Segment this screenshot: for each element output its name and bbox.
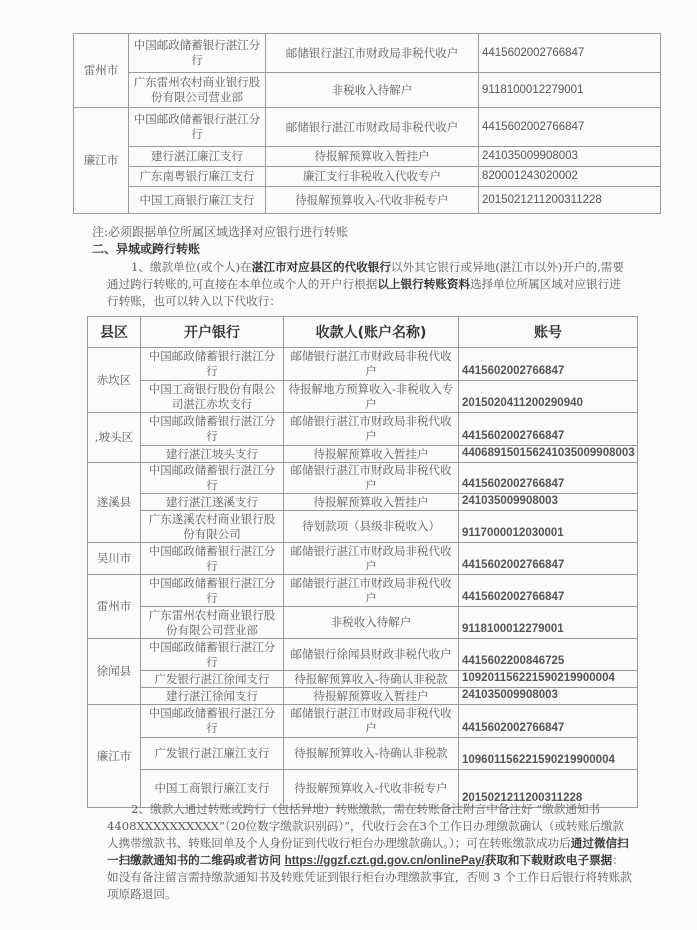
account-cell: 4415602002766847 bbox=[459, 348, 638, 381]
account-cell: 241035009908003 bbox=[459, 494, 638, 511]
bank-cell: 中国邮政储蓄银行湛江分行 bbox=[141, 413, 284, 446]
account-cell: 4415602002766847 bbox=[459, 705, 638, 738]
bank-cell: 建行湛江徐闻支行 bbox=[141, 688, 284, 705]
column-header: 县区 bbox=[88, 317, 141, 348]
bank-cell: 广东南粤银行廉江支行 bbox=[129, 167, 266, 187]
payee-cell: 待报解预算收入-代收非税专户 bbox=[284, 770, 459, 808]
bank-cell: 中国邮政储蓄银行湛江分行 bbox=[141, 705, 284, 738]
table-row bbox=[88, 671, 638, 688]
bank-cell: 中国工商银行廉江支行 bbox=[129, 187, 266, 214]
para1-bold-2: 以上银行转账资料 bbox=[377, 277, 471, 291]
table-row bbox=[88, 381, 638, 413]
table-row bbox=[74, 108, 661, 147]
district-cell: 遂溪县 bbox=[88, 463, 141, 543]
district-cell: 赤坎区 bbox=[88, 348, 141, 413]
bank-cell: 中国邮政储蓄银行湛江分行 bbox=[141, 543, 284, 575]
table-row bbox=[88, 607, 638, 639]
table-row bbox=[74, 187, 661, 214]
account-cell: 2015021211200311228 bbox=[479, 187, 661, 214]
payee-cell: 邮储银行徐闻县财政非税代收户 bbox=[284, 639, 459, 671]
table-row bbox=[88, 463, 638, 494]
account-cell: 4415602002766847 bbox=[459, 575, 638, 607]
account-cell: 4415602002766847 bbox=[459, 413, 638, 446]
bank-cell: 建行湛江遂溪支行 bbox=[141, 494, 284, 511]
column-header: 收款人(账户名称) bbox=[284, 317, 459, 348]
payee-cell: 待报解地方预算收入-非税收入专户 bbox=[284, 381, 459, 413]
payee-cell: 待报解预算收入暂挂户 bbox=[284, 688, 459, 705]
bank-cell: 广东雷州农村商业银行股份有限公司营业部 bbox=[129, 73, 266, 108]
bank-cell: 广发银行湛江徐闻支行 bbox=[141, 671, 284, 688]
table-row bbox=[74, 167, 661, 187]
para1-text-a: 1、缴款单位(或个人)在 bbox=[131, 260, 252, 274]
table-row bbox=[74, 147, 661, 167]
bank-cell: 中国邮政储蓄银行湛江分行 bbox=[141, 575, 284, 607]
table-row bbox=[88, 543, 638, 575]
account-cell: 2015021211200311228 bbox=[459, 770, 638, 808]
payee-cell: 待报解预算收入-待确认非税款 bbox=[284, 671, 459, 688]
table-row bbox=[88, 511, 638, 543]
account-cell: 820001243020002 bbox=[479, 167, 661, 187]
account-cell: 9117000012030001 bbox=[459, 511, 638, 543]
payee-cell: 邮储银行湛江市财政局非税代收户 bbox=[284, 413, 459, 446]
table-row bbox=[88, 738, 638, 770]
column-header: 账号 bbox=[459, 317, 638, 348]
table-row bbox=[88, 639, 638, 671]
account-cell: 109601156221590219900004 bbox=[459, 738, 638, 770]
para1-text-c: 以外其它银行或异地(湛江市以外)开户的,需要通过跨行转账的,可直接在本单位或个人的开户行根据 bbox=[107, 260, 624, 291]
account-cell: 9118100012279001 bbox=[459, 607, 638, 639]
account-cell: 4415602200846725 bbox=[459, 639, 638, 671]
payee-cell: 待划款项（县级非税收入） bbox=[284, 511, 459, 543]
bank-cell: 建行湛江廉江支行 bbox=[129, 147, 266, 167]
district-cell: 吴川市 bbox=[88, 543, 141, 575]
account-cell: 4415602002766847 bbox=[459, 543, 638, 575]
account-cell: 4415602002766847 bbox=[479, 108, 661, 147]
para2-text-c: ：如没有备注留言需持缴款通知书及转账凭证到银行柜台办理缴款事宜，否则 3 个工作日后银行将转账款项原路退回。 bbox=[107, 853, 632, 901]
district-cell: 廉江市 bbox=[74, 108, 129, 214]
table-row bbox=[88, 705, 638, 738]
bank-cell: 建行湛江坡头支行 bbox=[141, 446, 284, 463]
payee-cell: 非税收入待解户 bbox=[284, 607, 459, 639]
table-row bbox=[88, 688, 638, 705]
payee-cell: 待报解预算收入-代收非税专户 bbox=[266, 187, 479, 214]
payee-cell: 邮储银行湛江市财政局非税代收户 bbox=[266, 108, 479, 147]
table-row bbox=[74, 34, 661, 73]
payee-cell: 邮储银行湛江市财政局非税代收户 bbox=[266, 34, 479, 73]
note: 注:必须跟据单位所属区域选择对应银行进行转账 bbox=[92, 225, 349, 239]
district-cell: 雷州市 bbox=[74, 34, 129, 108]
bank-cell: 中国邮政储蓄银行湛江分行 bbox=[141, 639, 284, 671]
payee-cell: 邮储银行湛江市财政局非税代收户 bbox=[284, 463, 459, 494]
district-cell: ,坡头区 bbox=[88, 413, 141, 463]
account-cell: 440689150156241035009908003 bbox=[459, 446, 638, 463]
table-row bbox=[88, 348, 638, 381]
bank-table-2 bbox=[87, 316, 638, 808]
online-pay-link[interactable]: https://ggzf.czt.gd.gov.cn/onlinePay/ bbox=[284, 854, 485, 867]
payee-cell: 邮储银行湛江市财政局非税代收户 bbox=[284, 348, 459, 381]
para2-bold-1: 通过微信扫一扫缴款通知书的二维码或者访问 bbox=[107, 836, 629, 867]
para2-text-a: 2、缴款人通过转账或跨行（包括异地）转账缴款，需在转账备注附言中备注好 “缴款通知书4408XXXXXXXXXX”（20位数字缴款识别码）”，代收行会在3个工作日办理缴款确认（或转账后缴款人携带缴款书、转账回单及个人身份证到代收行柜台办理缴款确认。）；可在转账缴款成功后 bbox=[107, 802, 625, 850]
bank-cell: 中国邮政储蓄银行湛江分行 bbox=[129, 34, 266, 73]
payee-cell: 待报解预算收入暂挂户 bbox=[284, 446, 459, 463]
account-cell: 4415602002766847 bbox=[459, 463, 638, 494]
para2-bold-2: 获取和下载财政电子票据 bbox=[484, 853, 613, 867]
bank-table-1 bbox=[73, 33, 661, 214]
section-2-title: 二、异城或跨行转账 bbox=[92, 242, 201, 256]
table-row bbox=[88, 413, 638, 446]
payee-cell: 待报解预算收入暂挂户 bbox=[266, 147, 479, 167]
table-row bbox=[88, 446, 638, 463]
para1-text-d: 选择单位所属区域对应银行进行转账，也可以转入以下代收行： bbox=[107, 277, 621, 308]
account-cell: 9118100012279001 bbox=[479, 73, 661, 108]
paragraph-1 bbox=[107, 259, 632, 310]
paragraph-2 bbox=[107, 801, 632, 903]
bank-cell: 中国邮政储蓄银行湛江分行 bbox=[129, 108, 266, 147]
table-row bbox=[88, 494, 638, 511]
payee-cell: 邮储银行湛江市财政局非税代收户 bbox=[284, 575, 459, 607]
bank-cell: 广东遂溪农村商业银行股份有限公司 bbox=[141, 511, 284, 543]
payee-cell: 非税收入待解户 bbox=[266, 73, 479, 108]
bank-cell: 中国邮政储蓄银行湛江分行 bbox=[141, 463, 284, 494]
bank-cell: 中国工商银行股份有限公司湛江赤坎支行 bbox=[141, 381, 284, 413]
bank-cell: 广东雷州农村商业银行股份有限公司营业部 bbox=[141, 607, 284, 639]
table-row bbox=[74, 73, 661, 108]
table-row bbox=[88, 575, 638, 607]
payee-cell: 待报解预算收入-待确认非税款 bbox=[284, 738, 459, 770]
account-cell: 4415602002766847 bbox=[479, 34, 661, 73]
payee-cell: 廉江支行非税收入代收专户 bbox=[266, 167, 479, 187]
district-cell: 廉江市 bbox=[88, 705, 141, 808]
bank-cell: 中国邮政储蓄银行湛江分行 bbox=[141, 348, 284, 381]
payee-cell: 待报解预算收入暂挂户 bbox=[284, 494, 459, 511]
payee-cell: 邮储银行湛江市财政局非税代收户 bbox=[284, 543, 459, 575]
account-cell: 109201156221590219900004 bbox=[459, 671, 638, 688]
bank-cell: 中国工商银行廉江支行 bbox=[141, 770, 284, 808]
account-cell: 2015020411200290940 bbox=[459, 381, 638, 413]
account-cell: 241035009908003 bbox=[459, 688, 638, 705]
column-header: 开户银行 bbox=[141, 317, 284, 348]
district-cell: 徐闻县 bbox=[88, 639, 141, 705]
district-cell: 雷州市 bbox=[88, 575, 141, 639]
bank-cell: 广发银行湛江廉江支行 bbox=[141, 738, 284, 770]
account-cell: 241035009908003 bbox=[479, 147, 661, 167]
para1-bold-1: 湛江市对应县区的代收银行 bbox=[251, 260, 391, 274]
payee-cell: 邮储银行湛江市财政局非税代收户 bbox=[284, 705, 459, 738]
